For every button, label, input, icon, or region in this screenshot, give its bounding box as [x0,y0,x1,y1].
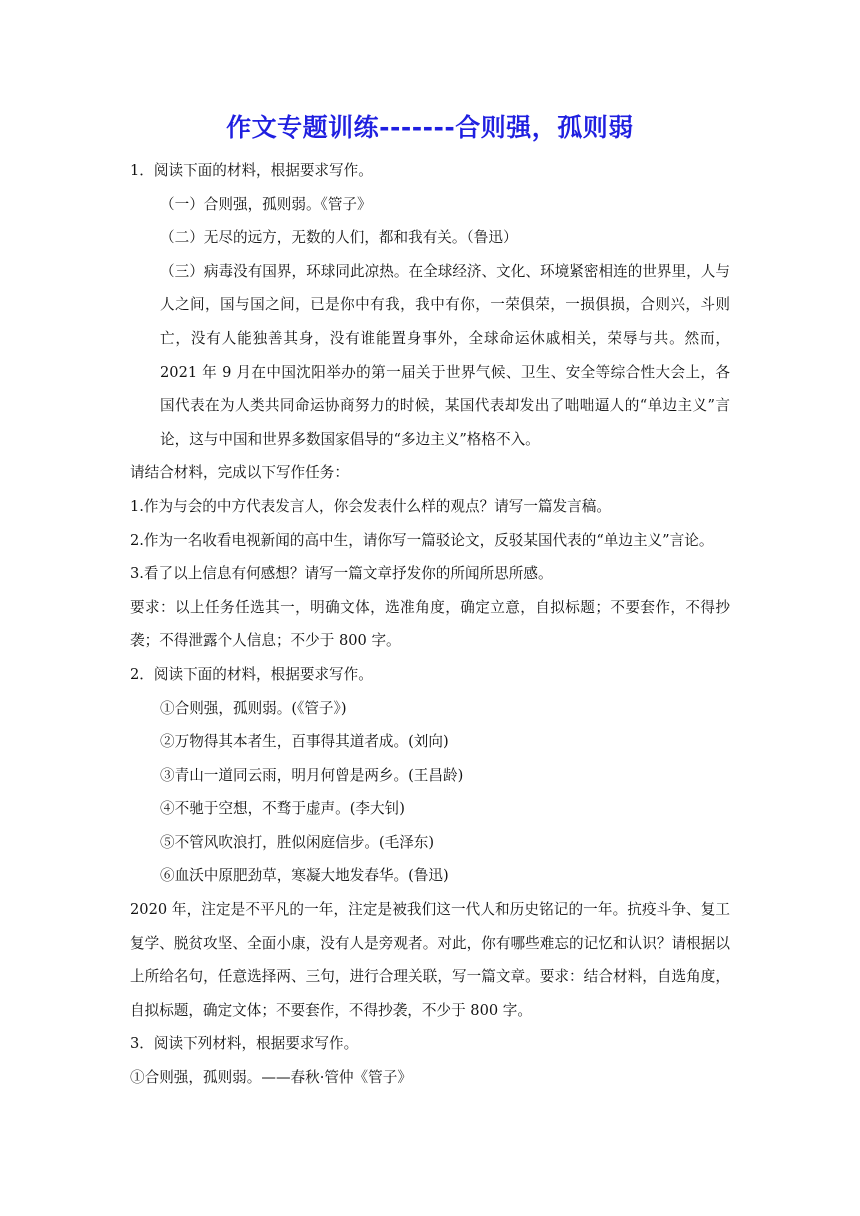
section2-heading: 2．阅读下面的材料，根据要求写作。 [130,665,373,683]
section2-quote-5: ⑤不管风吹浪打，胜似闲庭信步。(毛泽东) [160,833,435,851]
page-title: 作文专题训练-------合则强，孤则弱 [226,113,634,142]
section2-body: 2020 年，注定是不平凡的一年，注定是被我们这一代人和历史铭记的一年。抗疫斗争、复工复学、脱贫攻坚、全面小康，没有人是旁观者。对此，你有哪些难忘的记忆和认识？请根据以上所给名句，任意选择两、三句，进行合理关联，写一篇文章。要求：结合材料，自选角度，自拟标题，确定文体；不要套作，不得抄袭，不少于 800 字。 [130,901,730,1019]
document-body [130,154,730,1095]
section1-heading: 1．阅读下面的材料，根据要求写作。 [130,162,373,179]
section1-material-1: （一）合则强，孤则弱。《管子》 [160,195,372,213]
section1-task-1: 1.作为与会的中方代表发言人，你会发表什么样的观点？请写一篇发言稿。 [130,497,611,515]
section2-quote-4: ④不驰于空想，不骛于虚声。(李大钊) [160,800,405,818]
section3-heading: 3．阅读下列材料，根据要求写作。 [130,1035,359,1053]
section2-quote-2: ②万物得其本者生，百事得其道者成。(刘向) [160,733,449,751]
section3-material-1: ①合则强，孤则弱。——春秋·管仲《管子》 [130,1069,412,1087]
section1-requirement: 要求：以上任务任选其一，明确文体，选准角度，确定立意，自拟标题；不要套作，不得抄袭；不得泄露个人信息；不少于 800 字。 [130,598,730,650]
section2-quote-3: ③青山一道同云雨，明月何曾是两乡。(王昌龄) [160,766,464,784]
section2-quote-1: ①合则强，孤则弱。(《管子》) [160,699,347,717]
section1-prompt: 请结合材料，完成以下写作任务： [130,464,349,482]
section1-material-3: （三）病毒没有国界，环球同此凉热。在全球经济、文化、环境紧密相连的世界里，人与人之间，国与国之间，已是你中有我，我中有你，一荣俱荣，一损俱损，合则兴，斗则亡，没有人能独善其身，没有谁能置身事外，全球命运休戚相关，荣辱与共。然而，2021 年 9 月在中国沈阳举办的第一届关于世界气候、卫生、安全等综合性大会上，各国代表在为人类共同命运协商努力的时候，某国代表却发出了咄咄逼人的“单边主义”言论，这与中国和世界多数国家倡导的“多边主义”格格不入。 [160,262,730,448]
section1-material-2: （二）无尽的远方，无数的人们，都和我有关。（鲁迅） [160,229,518,247]
section2-quote-6: ⑥血沃中原肥劲草，寒凝大地发春华。(鲁迅) [160,867,449,885]
section1-task-3: 3.看了以上信息有何感想？请写一篇文章抒发你的所闻所思所感。 [130,565,553,583]
section1-task-2: 2.作为一名收看电视新闻的高中生，请你写一篇驳论文，反驳某国代表的“单边主义”言论。 [130,531,714,549]
